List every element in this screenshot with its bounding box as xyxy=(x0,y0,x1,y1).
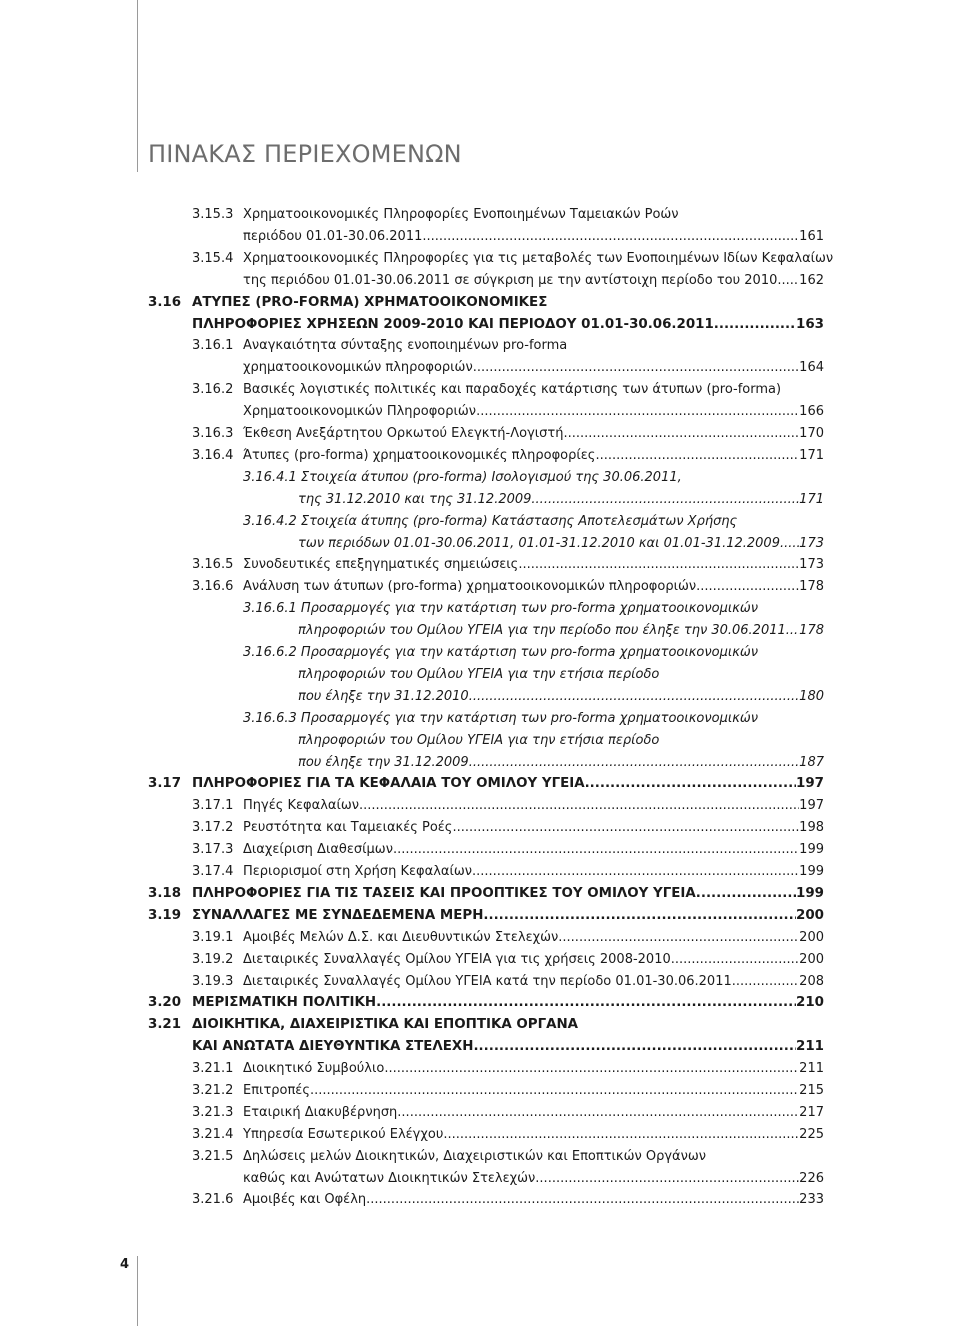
toc-entry-title: Διεταιρικές Συναλλαγές Ομίλου ΥΓΕΙΑ κατά την περίοδο 01.01-30.06.2011 xyxy=(243,974,732,989)
dot-leader xyxy=(714,315,796,335)
toc-entry-title: των περιόδων 01.01-30.06.2011, 01.01-31.12.2010 και 01.01-31.12.2009 xyxy=(298,536,780,551)
toc-entry-title: που έληξε την 31.12.2010 xyxy=(298,689,469,704)
toc-entry-title: Ανάλυση των άτυπων (pro-forma) χρηματοοικονομικών πληροφοριών xyxy=(243,579,697,594)
toc-entry-line[interactable] xyxy=(192,446,824,466)
dot-leader xyxy=(563,424,799,444)
toc-entry-number: 3.21.5 xyxy=(192,1149,234,1164)
toc-entry-title: Άτυπες (pro-forma) χρηματοοικονομικές πληροφορίες xyxy=(243,448,596,463)
toc-page-number: 215 xyxy=(799,1083,824,1098)
dot-leader xyxy=(777,271,799,291)
toc-entry-title: 3.16.4.2 Στοιχεία άτυπης (pro-forma) Κατάστασης Αποτελεσμάτων Χρήσης xyxy=(243,514,738,529)
toc-entry-title: Πηγές Κεφαλαίων xyxy=(243,798,360,813)
toc-page-number: 200 xyxy=(799,930,824,945)
toc-entry-line[interactable] xyxy=(192,950,824,970)
toc-entry-title: 3.16.6.3 Προσαρμογές για την κατάρτιση των pro-forma χρηματοοικονομικών xyxy=(243,711,759,726)
dot-leader xyxy=(558,928,799,948)
toc-entry-number: 3.16.2 xyxy=(192,382,234,397)
toc-entry-title: 3.16.4.1 Στοιχεία άτυπου (pro-forma) Ισολογισμού της 30.06.2011, xyxy=(243,470,682,485)
toc-entry-number: 3.17.1 xyxy=(192,798,234,813)
toc-entry-number: 3.16.6 xyxy=(192,579,234,594)
toc-entry-line[interactable] xyxy=(243,227,824,247)
toc-entry-title: Διοικητικό Συμβούλιο xyxy=(243,1061,385,1076)
toc-entry-number: 3.21.2 xyxy=(192,1083,234,1098)
toc-page-number: 199 xyxy=(799,864,824,879)
toc-entry-title: Διεταιρικές Συναλλαγές Ομίλου ΥΓΕΙΑ για τις χρήσεις 2008-2010 xyxy=(243,952,671,967)
toc-page-number: 171 xyxy=(799,492,824,507)
toc-entry-line[interactable] xyxy=(192,1125,824,1145)
toc-entry-number: 3.21 xyxy=(148,1017,182,1032)
toc-entry-line[interactable] xyxy=(192,840,824,860)
toc-entry-title: που έληξε την 31.12.2009 xyxy=(298,755,469,770)
toc-entry-title: ΑΤΥΠΕΣ (PRO-FORMA) ΧΡΗΜΑΤΟΟΙΚΟΝΟΜΙΚΕΣ xyxy=(192,295,548,310)
toc-entry-line[interactable] xyxy=(192,205,679,225)
toc-page-number: 199 xyxy=(799,842,824,857)
toc-entry-title: χρηματοοικονομικών πληροφοριών xyxy=(243,360,473,375)
toc-page-number: 210 xyxy=(796,995,824,1010)
dot-leader xyxy=(376,993,796,1013)
toc-entry-line[interactable] xyxy=(298,731,659,751)
toc-entry-number: 3.16.3 xyxy=(192,426,234,441)
toc-section-line[interactable] xyxy=(148,993,824,1013)
toc-entry-line[interactable] xyxy=(298,490,824,510)
toc-page-number: 211 xyxy=(799,1061,824,1076)
toc-page-number: 199 xyxy=(796,886,824,901)
dot-leader xyxy=(535,1169,799,1189)
dot-leader xyxy=(696,577,799,597)
dot-leader xyxy=(780,534,799,554)
dot-leader xyxy=(473,358,799,378)
toc-entry-title: πληροφοριών του Ομίλου ΥΓΕΙΑ για την ετήσια περίοδο xyxy=(298,733,660,748)
toc-entry-line[interactable] xyxy=(192,336,567,356)
dot-leader xyxy=(671,950,799,970)
toc-entry-line[interactable] xyxy=(243,358,824,378)
toc-entry-line[interactable] xyxy=(192,818,824,838)
toc-entry-line[interactable] xyxy=(243,1169,824,1189)
toc-entry-title: ΠΛΗΡΟΦΟΡΙΕΣ ΓΙΑ ΤΑ ΚΕΦΑΛΑΙΑ ΤΟΥ ΟΜΙΛΟΥ ΥΓΕΙΑ xyxy=(192,776,585,791)
toc-entry-line[interactable] xyxy=(243,468,682,488)
toc-page-number: 200 xyxy=(799,952,824,967)
toc-entry-line[interactable] xyxy=(192,424,824,444)
toc-page-number: 178 xyxy=(799,579,824,594)
toc-entry-title: Εταιρική Διακυβέρνηση xyxy=(243,1105,398,1120)
toc-entry-title: ΚΑΙ ΑΝΩΤΑΤΑ ΔΙΕΥΘΥΝΤΙΚΑ ΣΤΕΛΕΧΗ xyxy=(192,1039,474,1054)
toc-entry-number: 3.15.3 xyxy=(192,207,234,222)
toc-page-number: 233 xyxy=(799,1192,824,1207)
dot-leader xyxy=(472,862,799,882)
toc-entry-line[interactable] xyxy=(298,665,659,685)
toc-page-number: 173 xyxy=(799,536,824,551)
toc-entry-title: 3.16.6.2 Προσαρμογές για την κατάρτιση των pro-forma χρηματοοικονομικών xyxy=(243,645,759,660)
toc-section-line[interactable] xyxy=(192,315,824,335)
toc-entry-number: 3.17.2 xyxy=(192,820,234,835)
toc-section-line[interactable] xyxy=(148,906,824,926)
dot-leader xyxy=(696,884,796,904)
toc-entry-title: Επιτροπές xyxy=(243,1083,310,1098)
toc-entry-number: 3.19 xyxy=(148,908,182,923)
dot-leader xyxy=(531,490,799,510)
toc-entry-number: 3.19.3 xyxy=(192,974,234,989)
toc-entry-line[interactable] xyxy=(298,621,824,641)
toc-entry-number: 3.16.4 xyxy=(192,448,234,463)
toc-entry-title: Αναγκαιότητα σύνταξης ενοποιημένων pro-forma xyxy=(243,338,568,353)
dot-leader xyxy=(476,402,799,422)
toc-page-number: 166 xyxy=(799,404,824,419)
toc-page-number: 178 xyxy=(799,623,824,638)
toc-entry-line[interactable] xyxy=(243,512,737,532)
toc-section-line[interactable] xyxy=(148,293,547,313)
dot-leader xyxy=(384,1059,799,1079)
margin-rule-bottom xyxy=(137,1256,138,1326)
toc-entry-line[interactable] xyxy=(243,402,824,422)
toc-page-number: 211 xyxy=(796,1039,824,1054)
dot-leader xyxy=(786,621,799,641)
toc-entry-line[interactable] xyxy=(192,1103,824,1123)
toc-page-number: 163 xyxy=(796,317,824,332)
toc-page-number: 197 xyxy=(799,798,824,813)
toc-entry-number: 3.16.1 xyxy=(192,338,234,353)
toc-entry-line[interactable] xyxy=(192,577,824,597)
toc-entry-number: 3.19.1 xyxy=(192,930,234,945)
toc-entry-title: ΣΥΝΑΛΛΑΓΕΣ ΜΕ ΣΥΝΔΕΔΕΜΕΝΑ ΜΕΡΗ xyxy=(192,908,484,923)
dot-leader xyxy=(452,818,799,838)
toc-entry-number: 3.17.3 xyxy=(192,842,234,857)
toc-page-number: 171 xyxy=(799,448,824,463)
toc-entry-title: Δηλώσεις μελών Διοικητικών, Διαχειριστικών και Εποπτικών Οργάνων xyxy=(243,1149,707,1164)
toc-entry-title: Διαχείριση Διαθεσίμων xyxy=(243,842,393,857)
toc-entry-line[interactable] xyxy=(192,928,824,948)
toc-entry-number: 3.20 xyxy=(148,995,182,1010)
toc-page-number: 226 xyxy=(799,1171,824,1186)
toc-entry-line[interactable] xyxy=(192,1190,824,1210)
toc-entry-line[interactable] xyxy=(192,862,824,882)
toc-entry-line[interactable] xyxy=(298,534,824,554)
dot-leader xyxy=(483,906,796,926)
toc-entry-line[interactable] xyxy=(192,1059,824,1079)
toc-entry-number: 3.19.2 xyxy=(192,952,234,967)
dot-leader xyxy=(585,774,796,794)
toc-page-number: 161 xyxy=(799,229,824,244)
dot-leader xyxy=(359,796,799,816)
toc-section-line[interactable] xyxy=(192,1037,824,1057)
toc-entry-title: της περιόδου 01.01-30.06.2011 σε σύγκριση με την αντίστοιχη περίοδο του 2010 xyxy=(243,273,778,288)
toc-entry-title: Αμοιβές και Οφέλη xyxy=(243,1192,367,1207)
toc-entry-title: Συνοδευτικές επεξηγηματικές σημειώσεις xyxy=(243,557,519,572)
toc-entry-line[interactable] xyxy=(192,796,824,816)
toc-page-number: 225 xyxy=(799,1127,824,1142)
dot-leader xyxy=(518,555,799,575)
toc-entry-title: Περιορισμοί στη Χρήση Κεφαλαίων xyxy=(243,864,473,879)
toc-entry-number: 3.21.6 xyxy=(192,1192,234,1207)
toc-page-number: 180 xyxy=(799,689,824,704)
toc-entry-title: ΔΙΟΙΚΗΤΙΚΑ, ΔΙΑΧΕΙΡΙΣΤΙΚΑ ΚΑΙ ΕΠΟΠΤΙΚΑ ΟΡΓΑΝΑ xyxy=(192,1017,579,1032)
toc-page-number: 197 xyxy=(796,776,824,791)
toc-entry-title: της 31.12.2010 και της 31.12.2009 xyxy=(298,492,532,507)
toc-section-line[interactable] xyxy=(148,1015,578,1035)
toc-entry-number: 3.21.4 xyxy=(192,1127,234,1142)
page-title: ΠΙΝΑΚΑΣ ΠΕΡΙΕΧΟΜΕΝΩΝ xyxy=(148,140,462,168)
toc-page-number: 208 xyxy=(799,974,824,989)
toc-entry-number: 3.17.4 xyxy=(192,864,234,879)
toc-section-line[interactable] xyxy=(148,774,824,794)
toc-entry-number: 3.17 xyxy=(148,776,182,791)
toc-page-number: 200 xyxy=(796,908,824,923)
dot-leader xyxy=(397,1103,799,1123)
toc-entry-line[interactable] xyxy=(192,972,824,992)
toc-page-number: 164 xyxy=(799,360,824,375)
toc-entry-title: πληροφοριών του Ομίλου ΥΓΕΙΑ για την ετήσια περίοδο xyxy=(298,667,660,682)
toc-entry-title: Βασικές λογιστικές πολιτικές και παραδοχές κατάρτισης των άτυπων (pro-forma) xyxy=(243,382,782,397)
dot-leader xyxy=(732,972,799,992)
toc-page-number: 187 xyxy=(799,755,824,770)
toc-entry-line[interactable] xyxy=(243,599,758,619)
toc-entry-line[interactable] xyxy=(192,555,824,575)
dot-leader xyxy=(310,1081,799,1101)
toc-entry-title: ΠΛΗΡΟΦΟΡΙΕΣ ΓΙΑ ΤΙΣ ΤΑΣΕΙΣ ΚΑΙ ΠΡΟΟΠΤΙΚΕΣ ΤΟΥ ΟΜΙΛΟΥ ΥΓΕΙΑ xyxy=(192,886,696,901)
dot-leader xyxy=(469,687,799,707)
toc-entry-line[interactable] xyxy=(243,271,824,291)
toc-entry-line[interactable] xyxy=(192,1081,824,1101)
toc-entry-title: 3.16.6.1 Προσαρμογές για την κατάρτιση των pro-forma χρηματοοικονομικών xyxy=(243,601,759,616)
toc-entry-line[interactable] xyxy=(243,709,758,729)
toc-page-number: 173 xyxy=(799,557,824,572)
toc-entry-title: ΜΕΡΙΣΜΑΤΙΚΗ ΠΟΛΙΤΙΚΗ xyxy=(192,995,377,1010)
toc-entry-title: Έκθεση Ανεξάρτητου Ορκωτού Ελεγκτή-Λογιστή xyxy=(243,426,564,441)
toc-entry-number: 3.21.3 xyxy=(192,1105,234,1120)
toc-section-line[interactable] xyxy=(148,884,824,904)
page-number: 4 xyxy=(120,1257,130,1272)
toc-entry-line[interactable] xyxy=(192,380,781,400)
toc-page-number: 217 xyxy=(799,1105,824,1120)
toc-page-number: 162 xyxy=(799,273,824,288)
toc-entry-title: Χρηματοοικονομικές Πληροφορίες για τις μεταβολές των Ενοποιημένων Ιδίων Κεφαλαίων xyxy=(243,251,834,266)
toc-entry-number: 3.21.1 xyxy=(192,1061,234,1076)
toc-entry-number: 3.16.5 xyxy=(192,557,234,572)
dot-leader xyxy=(393,840,799,860)
toc-entry-line[interactable] xyxy=(298,753,824,773)
toc-entry-line[interactable] xyxy=(243,643,758,663)
dot-leader xyxy=(595,446,799,466)
dot-leader xyxy=(473,1037,796,1057)
toc-entry-title: Ρευστότητα και Ταμειακές Ροές xyxy=(243,820,453,835)
toc-entry-number: 3.18 xyxy=(148,886,182,901)
toc-entry-title: καθώς και Ανώτατων Διοικητικών Στελεχών xyxy=(243,1171,536,1186)
toc-page-number: 198 xyxy=(799,820,824,835)
toc-entry-number: 3.16 xyxy=(148,295,182,310)
toc-entry-line[interactable] xyxy=(298,687,824,707)
toc-entry-number: 3.15.4 xyxy=(192,251,234,266)
toc-entry-title: ΠΛΗΡΟΦΟΡΙΕΣ ΧΡΗΣΕΩΝ 2009-2010 ΚΑΙ ΠΕΡΙΟΔΟΥ 01.01-30.06.2011 xyxy=(192,317,714,332)
toc-entry-line[interactable] xyxy=(192,249,833,269)
dot-leader xyxy=(366,1190,799,1210)
toc-entry-title: πληροφοριών του Ομίλου ΥΓΕΙΑ για την περίοδο που έληξε την 30.06.2011 xyxy=(298,623,786,638)
toc-entry-title: περιόδου 01.01-30.06.2011 xyxy=(243,229,423,244)
dot-leader xyxy=(443,1125,799,1145)
toc-entry-title: Χρηματοοικονομικές Πληροφορίες Ενοποιημένων Ταμειακών Ροών xyxy=(243,207,679,222)
margin-rule-top xyxy=(137,0,138,172)
toc-entry-title: Αμοιβές Μελών Δ.Σ. και Διευθυντικών Στελεχών xyxy=(243,930,559,945)
dot-leader xyxy=(469,753,799,773)
toc-entry-line[interactable] xyxy=(192,1147,706,1167)
dot-leader xyxy=(422,227,799,247)
toc-page-number: 170 xyxy=(799,426,824,441)
toc-entry-title: Χρηματοοικονομικών Πληροφοριών xyxy=(243,404,477,419)
toc-entry-title: Υπηρεσία Εσωτερικού Ελέγχου xyxy=(243,1127,444,1142)
